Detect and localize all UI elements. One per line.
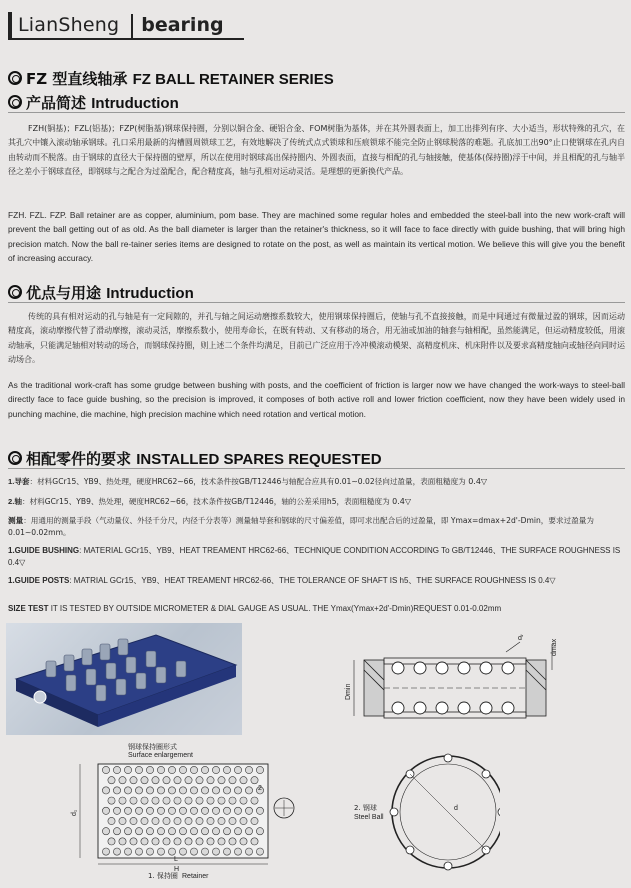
ball-hole [185, 777, 192, 784]
brand-name: LianSheng [18, 14, 120, 36]
ball-hole [207, 797, 214, 804]
ball-hole [135, 807, 142, 814]
ball-hole [179, 828, 186, 835]
ball-hole [185, 797, 192, 804]
ball-hole [234, 787, 241, 794]
steel-ball-diagram [350, 752, 500, 882]
dmax-label: dmax [551, 638, 558, 656]
marker-label: 2 [258, 785, 262, 792]
ball-hole [119, 838, 126, 845]
ball-hole [174, 797, 181, 804]
ball-hole [251, 777, 258, 784]
roughness-mark-icon: 0.4▽ [8, 558, 26, 567]
ball-hole [108, 817, 115, 824]
ball-hole [223, 787, 230, 794]
ball-hole [157, 807, 164, 814]
bearing-cross-section-diagram [330, 630, 560, 750]
ball-hole [185, 838, 192, 845]
steel-ball-label-zh: 2. 钢球 [354, 804, 377, 812]
bullet-circle-icon [8, 71, 22, 85]
ball-hole [234, 828, 241, 835]
ball-hole [179, 766, 186, 773]
ball-hole [201, 807, 208, 814]
ball-hole [135, 766, 142, 773]
ball-hole [201, 766, 208, 773]
ball-hole [212, 807, 219, 814]
ball-hole [168, 828, 175, 835]
roughness-mark-icon: 0.4▽ [468, 477, 488, 486]
ball-hole [240, 838, 247, 845]
ball-hole [218, 777, 225, 784]
ball-hole [130, 838, 137, 845]
ball-hole [201, 828, 208, 835]
ball-hole [102, 766, 109, 773]
ball-hole [201, 787, 208, 794]
ball-hole [196, 817, 203, 824]
divider [8, 302, 625, 303]
ball-hole [146, 828, 153, 835]
ball-hole [234, 766, 241, 773]
ball-hole [185, 817, 192, 824]
ball-hole [102, 848, 109, 855]
ball-hole [190, 807, 197, 814]
spec-size-test: SIZE TEST IT IS TESTED BY OUTSIDE MICROMETER & DIAL GAUGE AS USUAL. THE Ymax(Ymax+2d'-Dmin)REQUEST 0.01-0.02mm [8, 604, 502, 613]
ball-hole [229, 817, 236, 824]
ball-hole [190, 787, 197, 794]
ball-hole [223, 766, 230, 773]
ball-hole [179, 807, 186, 814]
ball-hole [190, 848, 197, 855]
ball-hole [135, 828, 142, 835]
ball-hole [168, 787, 175, 794]
spares-heading: 相配零件的要求 INSTALLED SPARES REQUESTED [8, 448, 382, 469]
ball-hole [196, 838, 203, 845]
ball-hole [212, 766, 219, 773]
roughness-mark-icon: 0.4▽ [392, 497, 411, 506]
ball-hole [207, 838, 214, 845]
l-label: L [174, 856, 178, 863]
ball-hole [141, 797, 148, 804]
ball-hole [108, 797, 115, 804]
spec-post-en: 1.GUIDE POSTS: MATRIAL GCr15、YB9、HEAT TREAMENT HRC62-66、THE TOLERANCE OF SHAFT IS h5、THE SURFACE ROUGHNESS IS 0.4▽ [8, 576, 556, 585]
ball-hole [152, 797, 159, 804]
ball-hole [102, 787, 109, 794]
ball-hole [256, 807, 263, 814]
ball-hole [141, 817, 148, 824]
ball-hole [124, 807, 131, 814]
ball-hole [207, 817, 214, 824]
divider [8, 468, 625, 469]
h-label: H [174, 866, 180, 873]
ball-hole [130, 777, 137, 784]
ball-hole [130, 817, 137, 824]
spec-post-zh: 2.轴：材料GCr15、YB9、热处理，硬度HRC62~66，技术条件按GB/T12446，轴的公差采用h5，表面粗糙度为 0.4▽ [8, 497, 411, 506]
ball-hole [152, 817, 159, 824]
ball-hole [245, 828, 252, 835]
ball-hole [157, 787, 164, 794]
ball-hole [218, 817, 225, 824]
ball-hole [113, 807, 120, 814]
spec-bushing-zh: 1.导套：材料GCr15、YB9、热处理，硬度HRC62~66，技术条件按GB/T12446与轴配合应具有0.01~0.02径向过盈量，表面粗糙度为 0.4▽ [8, 477, 488, 486]
ball-hole [108, 838, 115, 845]
ball-hole [201, 848, 208, 855]
ball-hole [251, 797, 258, 804]
ball-hole [113, 828, 120, 835]
d-label: d [454, 805, 458, 812]
ball-hole [234, 807, 241, 814]
header-bar [8, 12, 12, 38]
ball-hole [196, 797, 203, 804]
ball-hole [212, 787, 219, 794]
d1-label: d₁ [71, 809, 78, 816]
ball-hole [113, 787, 120, 794]
ball-hole [179, 787, 186, 794]
ball-hole [229, 838, 236, 845]
bullet-circle-icon [8, 95, 22, 109]
ball-hole [240, 817, 247, 824]
ball-hole [212, 828, 219, 835]
ball-hole [174, 777, 181, 784]
retainer-bottom-zh: 1. 保持圈 [148, 872, 178, 880]
ball-hole [152, 838, 159, 845]
ball-hole [229, 797, 236, 804]
d-prime-label: d' [518, 635, 524, 642]
header-separator [131, 14, 133, 38]
ball-hole [141, 838, 148, 845]
ball-hole [102, 828, 109, 835]
ball-hole [245, 807, 252, 814]
series-title: FZ 型直线轴承 FZ BALL RETAINER SERIES [8, 68, 334, 89]
ball-hole [157, 766, 164, 773]
ball-hole [174, 817, 181, 824]
ball-hole [240, 797, 247, 804]
retainer-plan-diagram [70, 740, 310, 880]
ball-hole [251, 817, 258, 824]
ball-hole [102, 807, 109, 814]
ball-hole [223, 807, 230, 814]
ball-hole [146, 807, 153, 814]
intro-heading: 产品简述 Intruduction [8, 92, 179, 113]
category-name: bearing [141, 14, 224, 36]
ball-hole [163, 838, 170, 845]
ball-hole [179, 848, 186, 855]
ball-hole [163, 817, 170, 824]
ball-hole [190, 828, 197, 835]
ball-hole [190, 766, 197, 773]
ball-hole [119, 777, 126, 784]
usage-heading: 优点与用途 Intruduction [8, 282, 194, 303]
ball-hole [119, 817, 126, 824]
spec-bushing-en: 1.GUIDE BUSHING: MATERIAL GCr15、YB9、HEAT TREAMENT HRC62-66、TECHNIQUE CONDITION ACCORDING To GB/T12446、THE SURFACE ROUGHNESS IS 0.4▽ [8, 546, 621, 567]
ball-hole [223, 848, 230, 855]
usage-paragraph-en: As the traditional work-craft has some grudge between bushing with posts, and the coefficient of friction is larger now we have changed the work-ways to steel-ball directly face to face guide bushing, so the precision is improved, it composes of both active roll and lower friction coefficient, now they have been widely used in punching machine, die machine, high precision machine which need rotation and vertical motion. [8, 380, 625, 419]
retainer-caption-zh: 钢球保持圈形式 [128, 743, 177, 751]
intro-paragraph-en: FZH. FZL. FZP. Ball retainer are as copper, aluminium, pom base. They are machined some regular holes and embedded the steel-ball into the new work-craft will prevent the ball getting out of as old. As the ball diameter is larger than the retainer's thickness, so it will face to face directly with guide bushing, that will bring high precision match. Now the ball re-tainer series items are designed to rotate on the post, as well as maintain its vertical motion. We believe this will give you the benefit of increasing accuracy. [8, 210, 625, 264]
ball-hole [141, 777, 148, 784]
ball-hole [245, 766, 252, 773]
ball-hole [113, 766, 120, 773]
ball-hole [251, 838, 258, 845]
divider [8, 112, 625, 113]
ball-hole [135, 848, 142, 855]
ball-hole [113, 848, 120, 855]
intro-paragraph-zh: FZH(铜基)；FZL(铝基)；FZP(树脂基)钢球保持圈，分别以铜合金、硬铝合金、FOM树脂为基体，并在其外圆表面上，加工出排列有序、大小适当，形状特殊的孔穴，在其孔穴中镶入滚动轴承钢球。孔口采用最新的沟槽圆周锁球工艺，有效地解决了传统式点式锁球和压痕锁球不能完全防止钢球脱落的难题。孔底加工出90°止口使钢球在孔内自由转动而不脱落。由于钢球的直径大于保持圈的壁厚，所以在使用时钢球高出保持圈内、外圆表面，直接与相配的孔与轴接触，使基体(保持圈)浮于中间，并且相配的孔与轴半径之差小于钢球直径，即钢球与之配合为过盈配合，配合精度高，轴与孔相对运动灵活。是理想的更新换代产品。 [8, 124, 625, 177]
retainer-photo-illustration [6, 623, 242, 735]
ball-hole [245, 787, 252, 794]
ball-hole [256, 848, 263, 855]
ball-hole [124, 787, 131, 794]
spec-measure-zh: 测量：用通用的测量手段（气动量仪、外径千分尺，内径千分表等）测量轴导套和钢球的尺寸偏差值，即可求出配合后的过盈量，即 Ymax=dmax+2d'-Dmin，要求过盈量为0.01~0.02mm。 [8, 516, 594, 537]
ball-hole [146, 766, 153, 773]
ball-hole [240, 777, 247, 784]
usage-paragraph-zh: 传统的具有相对运动的孔与轴是有一定间隙的，并孔与轴之间运动磨擦系数较大，使用钢球保持圈后，使轴与孔不直接接触，而是中间通过有微量过盈的钢球，因而运动精度高，滚动摩擦代替了滑动摩擦，滚动灵活，摩擦系数小，使用寿命长，在既有转动、又有移动的场合，用无油或加油的轴套与轴相配，虽然能满足，但运动精度较低，用滚动轴承，只能满足轴相对转动的场合，而钢球保持圈，则上述二个条件均满足，目前已广泛应用于冷冲模滚动模架、高精度机床、机床附件以及要求高精度轴向或轴径向同时运动场合。 [8, 312, 625, 365]
ball-hole [124, 848, 131, 855]
ball-hole [157, 828, 164, 835]
ball-hole [146, 848, 153, 855]
ball-hole [229, 777, 236, 784]
ball-hole [130, 797, 137, 804]
ball-hole [163, 777, 170, 784]
ball-hole [152, 777, 159, 784]
page-header [8, 10, 244, 40]
ball-hole [135, 787, 142, 794]
ball-hole [108, 777, 115, 784]
ball-hole [146, 787, 153, 794]
ball-hole [234, 848, 241, 855]
ball-hole [119, 797, 126, 804]
ball-hole [163, 797, 170, 804]
ball-hole [223, 828, 230, 835]
retainer-caption-en: Surface enlargement [128, 752, 193, 759]
ball-hole [218, 797, 225, 804]
ball-hole [256, 766, 263, 773]
ball-hole [168, 848, 175, 855]
dmin-label: Dmin [345, 683, 352, 700]
bullet-circle-icon [8, 451, 22, 465]
ball-hole [124, 766, 131, 773]
steel-ball-label-en: Steel Ball [354, 814, 384, 821]
ball-hole [256, 828, 263, 835]
product-photo [6, 623, 242, 735]
ball-hole [168, 766, 175, 773]
ball-hole [207, 777, 214, 784]
bullet-circle-icon [8, 285, 22, 299]
ball-hole [196, 777, 203, 784]
retainer-bottom-en: Retainer [182, 873, 209, 880]
ball-hole [218, 838, 225, 845]
ball-hole [157, 848, 164, 855]
ball-hole [168, 807, 175, 814]
steel-ball-ring [390, 754, 500, 870]
roughness-mark-icon: 0.4▽ [538, 576, 556, 585]
ball-hole [124, 828, 131, 835]
ball-hole [245, 848, 252, 855]
ball-hole [212, 848, 219, 855]
ball-hole [174, 838, 181, 845]
